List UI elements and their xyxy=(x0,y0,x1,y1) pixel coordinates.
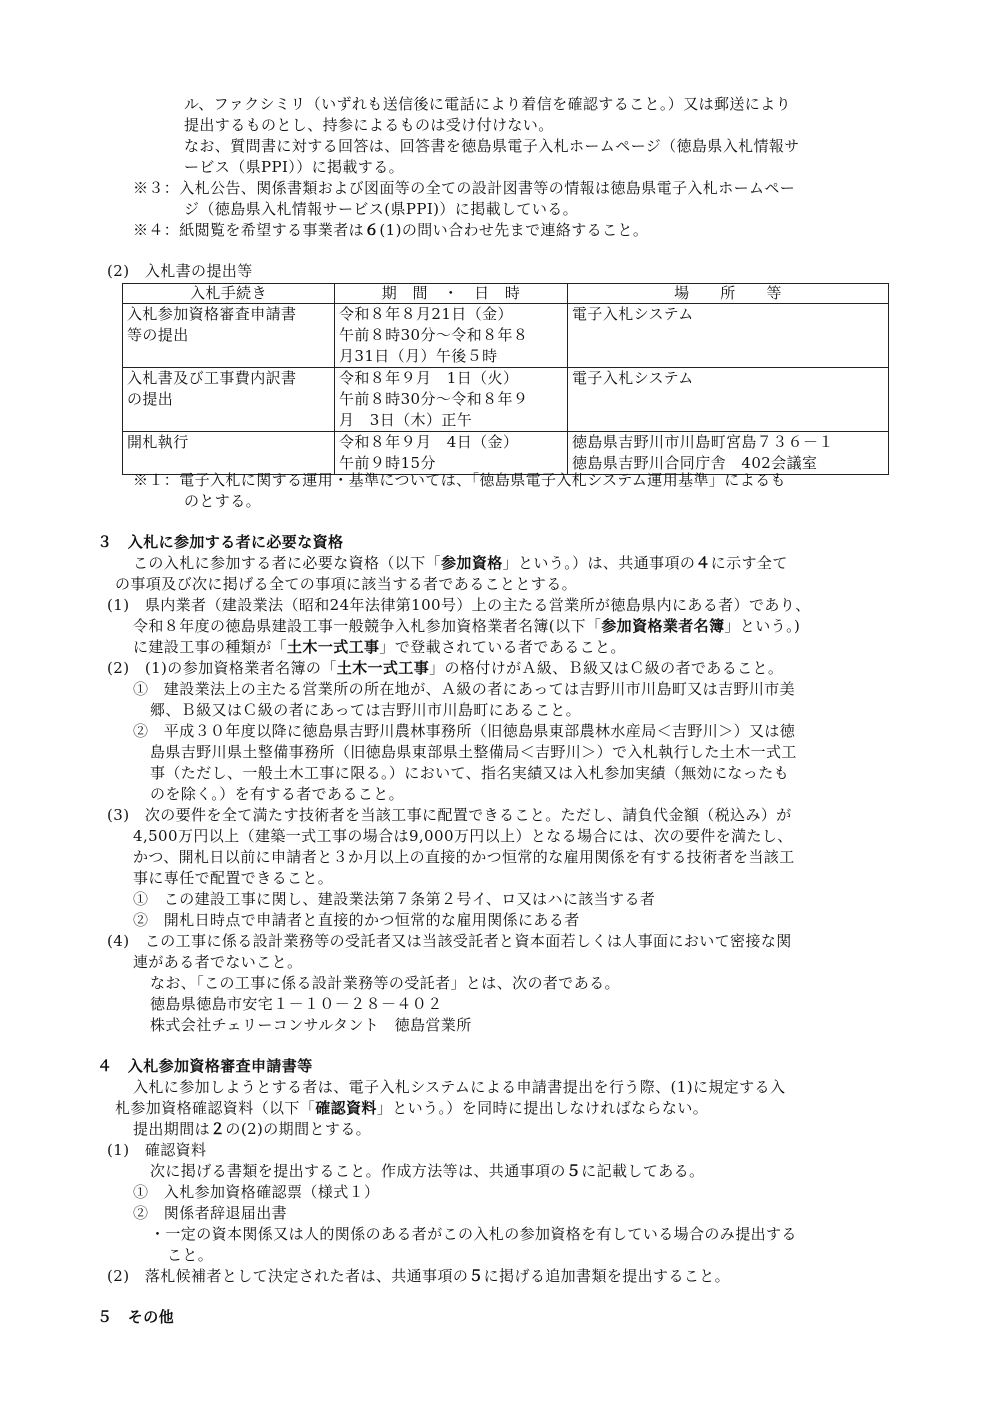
cell-line: 開札執行 xyxy=(127,433,189,451)
text: の(2)の期間とする。 xyxy=(225,1120,372,1138)
text: 」の格付けがＡ級、Ｂ級又はＣ級の者であること。 xyxy=(429,659,784,677)
bold-ref: ６ xyxy=(364,221,380,239)
cell-line: 午前９時15分 xyxy=(339,454,436,472)
sub-list-item: ① 建設業法上の主たる営業所の所在地が、Ａ級の者にあっては吉野川市川島町又は吉野川市美 xyxy=(133,680,796,698)
paragraph-line xyxy=(133,553,788,573)
bullet-line: ・一定の資本関係又は人的関係のある者がこの入札の参加資格を有している場合のみ提出する xyxy=(150,1225,797,1243)
bold-term: 参加資格 xyxy=(441,554,503,572)
text: 札参加資格確認資料（以下「 xyxy=(115,1099,316,1117)
sub-list-item: ② 関係者辞退届出書 xyxy=(133,1204,288,1222)
table-header-row xyxy=(123,284,889,304)
cell-line: 令和８年９月 4日（金） xyxy=(339,433,519,451)
table-row xyxy=(123,304,889,368)
cell-line: 電子入札システム xyxy=(572,305,694,323)
list-item xyxy=(107,658,783,678)
table-row xyxy=(123,368,889,432)
submission-table xyxy=(122,283,889,475)
bold-ref: ５ xyxy=(565,1162,582,1180)
text: に示す全て xyxy=(710,554,788,572)
text: 提出期間は xyxy=(133,1120,211,1138)
table-cell-period xyxy=(335,368,568,432)
text: 」という。) xyxy=(724,617,801,635)
cell-line: 令和８年９月 1日（火） xyxy=(339,369,519,387)
text-line: なお、質問書に対する回答は、回答書を徳島県電子入札ホームページ（徳島県入札情報サ xyxy=(184,137,800,155)
section-heading: ４ 入札参加資格審査申請書等 xyxy=(97,1057,313,1075)
bold-term: 土木一式工事 xyxy=(336,659,430,677)
note-1: ※１：電子入札に関する運用・基準については、「徳島県電子入札システム運用基準」によるも xyxy=(133,471,786,489)
paragraph-line xyxy=(133,1119,371,1139)
paragraph-line: 連がある者でないこと。 xyxy=(133,953,303,971)
bold-term: 参加資格業者名簿 xyxy=(601,617,725,635)
cell-line: 月 3日（木）正午 xyxy=(339,411,473,429)
text: (1)の問い合わせ先まで連絡すること。 xyxy=(379,221,649,239)
text-line: のとする。 xyxy=(184,492,262,510)
paragraph-line: 事（ただし、一般土木工事に限る。）において、指名実績又は入札参加実績（無効になったも xyxy=(150,764,790,782)
cell-line: 入札参加資格審査申請書 xyxy=(127,305,297,323)
cell-line: の提出 xyxy=(127,390,174,408)
list-item: (1) 県内業者（建設業法（昭和24年法律第100号）上の主たる営業所が徳島県内にある者）であり、 xyxy=(107,596,811,614)
table-cell-step xyxy=(123,304,335,368)
bold-term: 土木一式工事 xyxy=(287,638,380,656)
note-4 xyxy=(133,220,648,240)
text: 」で登載されている者であること。 xyxy=(379,638,626,656)
subsection-heading: (2) 入札書の提出等 xyxy=(107,262,253,280)
consultant-name: 株式会社チェリーコンサルタント 徳島営業所 xyxy=(150,1016,472,1034)
column-header: 期 間 ・ 日 時 xyxy=(335,284,568,304)
bold-ref: ４ xyxy=(695,554,711,572)
paragraph-line xyxy=(133,616,800,636)
text: 令和８年度の徳島県建設工事一般競争入札参加資格業者名簿(以下「 xyxy=(133,617,602,635)
consultant-address: 徳島県徳島市安宅１－１０－２８－４０２ xyxy=(150,995,443,1013)
cell-line: 入札書及び工事費内訳書 xyxy=(127,369,297,387)
note-3: ※３：入札公告、関係書類および図面等の全ての設計図書等の情報は徳島県電子入札ホームペー xyxy=(133,179,796,197)
bold-ref: ５ xyxy=(468,1267,484,1285)
paragraph-line: の事項及び次に掲げる全ての事項に該当する者であることとする。 xyxy=(115,575,578,593)
cell-line: 等の提出 xyxy=(127,326,189,344)
cell-line: 徳島県吉野川市川島町宮島７３６－１ xyxy=(572,433,834,451)
cell-line: 月31日（月）午後５時 xyxy=(339,347,498,365)
sub-list-item: ① 入札参加資格確認票（様式１） xyxy=(133,1183,380,1201)
table-cell-step xyxy=(123,368,335,432)
list-item: (4) この工事に係る設計業務等の受託者又は当該受託者と資本面若しくは人事面において密接な関 xyxy=(107,932,792,950)
text: に建設工事の種類が「 xyxy=(133,638,288,656)
paragraph-line: なお、「この工事に係る設計業務等の受託者」とは、次の者である。 xyxy=(150,974,620,992)
sub-list-item: ② 平成３０年度以降に徳島県吉野川農林事務所（旧徳島県東部農林水産局＜吉野川＞）又は徳 xyxy=(133,722,796,740)
text: 」という。）を同時に提出しなければならない。 xyxy=(376,1099,709,1117)
cell-line: 令和８年８月21日（金） xyxy=(339,305,513,323)
table-cell-place xyxy=(568,304,889,368)
paragraph-line: 事に専任で配置できること。 xyxy=(133,869,334,887)
text-line: ル、ファクシミリ（いずれも送信後に電話により着信を確認すること。）又は郵送により xyxy=(184,95,792,113)
paragraph-line xyxy=(115,1098,708,1118)
text: 」という。）は、共通事項の xyxy=(502,554,696,572)
list-item xyxy=(107,1266,730,1286)
table-cell-period xyxy=(335,304,568,368)
table-cell-place xyxy=(568,432,889,475)
paragraph-line: 4,500万円以上（建築一式工事の場合は9,000万円以上）となる場合には、次の要件を満たし、 xyxy=(133,827,793,845)
text: この入札に参加する者に必要な資格（以下「 xyxy=(133,554,442,572)
sub-list-item: ② 開札日時点で申請者と直接的かつ恒常的な雇用関係にある者 xyxy=(133,911,580,929)
bold-ref: ２ xyxy=(210,1120,226,1138)
table-cell-place xyxy=(568,368,889,432)
list-item: (3) 次の要件を全て満たす技術者を当該工事に配置できること。ただし、請負代金額（税込み）が xyxy=(107,806,792,824)
text: (2) 落札候補者として決定された者は、共通事項の xyxy=(107,1267,469,1285)
table-cell-period xyxy=(335,432,568,475)
paragraph-line: 入札に参加しようとする者は、電子入札システムによる申請書提出を行う際、(1)に規定する入 xyxy=(133,1078,786,1096)
paragraph-line: 郷、Ｂ級又はＣ級の者にあっては吉野川市川島町にあること。 xyxy=(150,701,582,719)
paragraph-line: のを除く。）を有する者であること。 xyxy=(150,785,405,803)
paragraph-line: こと。 xyxy=(167,1246,214,1264)
section-heading: ５ その他 xyxy=(97,1308,175,1326)
sub-list-item: ① この建設工事に関し、建設業法第７条第２号イ、ロ又はハに該当する者 xyxy=(133,890,656,908)
paragraph-line: 島県吉野川県土整備事務所（旧徳島県東部県土整備局＜吉野川＞）で入札執行した土木一式工 xyxy=(150,743,797,761)
bold-term: 確認資料 xyxy=(315,1099,377,1117)
cell-line: 午前８時30分～令和８年８ xyxy=(339,326,529,344)
table-row xyxy=(123,432,889,475)
list-item: (1) 確認資料 xyxy=(107,1141,207,1159)
text: に記載してある。 xyxy=(581,1162,705,1180)
paragraph-line: かつ、開札日以前に申請者と３か月以上の直接的かつ恒常的な雇用関係を有する技術者を当該工 xyxy=(133,848,795,866)
text: 次に掲げる書類を提出すること。作成方法等は、共通事項の xyxy=(150,1162,566,1180)
table-cell-step xyxy=(123,432,335,475)
cell-line: 電子入札システム xyxy=(572,369,694,387)
paragraph-line xyxy=(150,1161,704,1181)
cell-line: 午前８時30分～令和８年９ xyxy=(339,390,529,408)
text: に掲げる追加書類を提出すること。 xyxy=(483,1267,731,1285)
column-header: 場 所 等 xyxy=(568,284,889,304)
text-line: 提出するものとし、持参によるものは受け付けない。 xyxy=(184,116,554,134)
text-line: ービス（県PPI））に掲載する。 xyxy=(184,158,405,176)
paragraph-line xyxy=(133,637,626,657)
text: ※４：紙閲覧を希望する事業者は xyxy=(133,221,365,239)
text-line: ジ（徳島県入札情報サービス(県PPI)）に掲載している。 xyxy=(184,200,579,218)
column-header: 入札手続き xyxy=(123,284,335,304)
section-heading: ３ 入札に参加する者に必要な資格 xyxy=(97,533,344,551)
text: (2) (1)の参加資格業者名簿の「 xyxy=(107,659,337,677)
cell-line: 徳島県吉野川合同庁舎 402会議室 xyxy=(572,454,818,472)
